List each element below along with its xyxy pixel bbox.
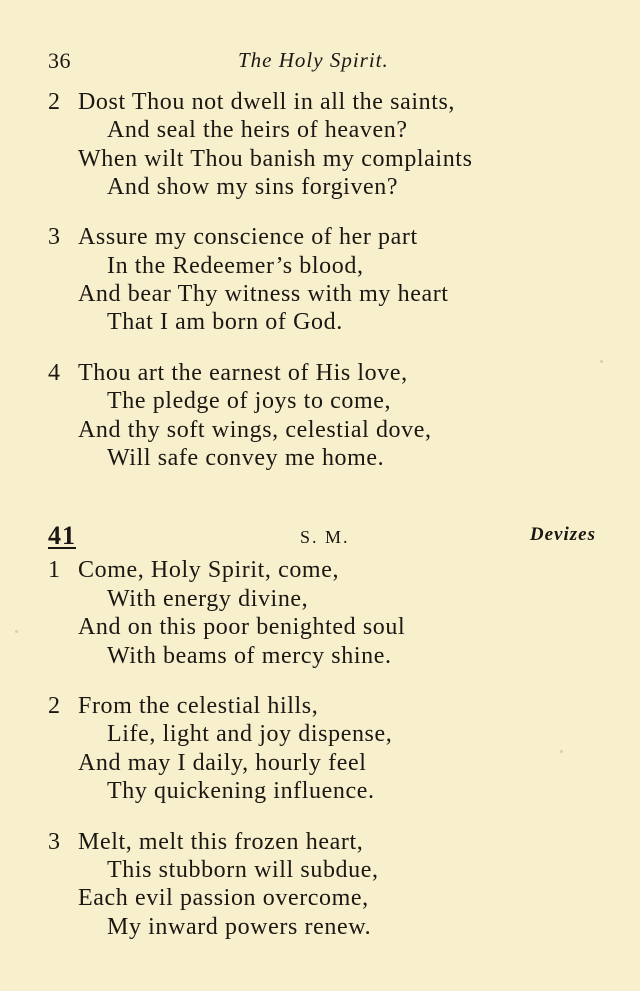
stanza-number: 3 [48, 829, 60, 855]
verse-line: Melt, melt this frozen heart, [78, 829, 364, 855]
verse-line: Dost Thou not dwell in all the saints, [78, 89, 455, 115]
verse-line: And seal the heirs of heaven? [107, 117, 408, 143]
paper-speck [15, 630, 18, 633]
verse-line: Thou art the earnest of His love, [78, 360, 408, 386]
page-number: 36 [48, 48, 71, 73]
stanza-number: 4 [48, 360, 60, 386]
stanza-number: 1 [48, 557, 60, 583]
verse-line: Come, Holy Spirit, come, [78, 557, 340, 583]
verse-line: And on this poor benighted soul [78, 614, 406, 640]
hymn-meter: S. M. [300, 527, 350, 547]
tune-name: Devizes [529, 524, 596, 545]
verse-line: My inward powers renew. [107, 914, 372, 940]
verse-line: Thy quickening influence. [107, 778, 375, 804]
verse-line: And show my sins forgiven? [107, 174, 399, 200]
verse-line: In the Redeemer’s blood, [107, 253, 364, 279]
stanza-number: 2 [48, 693, 60, 719]
verse-line: That I am born of God. [107, 309, 343, 335]
verse-line: With beams of mercy shine. [107, 643, 392, 669]
verse-line: Each evil passion overcome, [78, 885, 369, 911]
verse-line: And bear Thy witness with my heart [78, 281, 449, 307]
paper-speck [600, 360, 603, 363]
verse-line: From the celestial hills, [78, 693, 319, 719]
verse-line: With energy divine, [107, 586, 309, 612]
running-title: The Holy Spirit. [238, 48, 389, 72]
verse-line: And may I daily, hourly feel [78, 750, 367, 776]
verse-line: Assure my conscience of her part [78, 224, 418, 250]
verse-line: And thy soft wings, celestial dove, [78, 417, 432, 443]
verse-line: Will safe convey me home. [107, 445, 385, 471]
verse-line: The pledge of joys to come, [107, 388, 392, 414]
verse-line: Life, light and joy dispense, [107, 721, 393, 747]
verse-line: This stubborn will subdue, [107, 857, 379, 883]
verse-line: When wilt Thou banish my complaints [78, 146, 473, 172]
stanza-number: 2 [48, 89, 60, 115]
stanza-number: 3 [48, 224, 60, 250]
page-header [48, 48, 608, 76]
paper-speck [560, 750, 563, 753]
hymn-number: 41 [48, 521, 76, 550]
